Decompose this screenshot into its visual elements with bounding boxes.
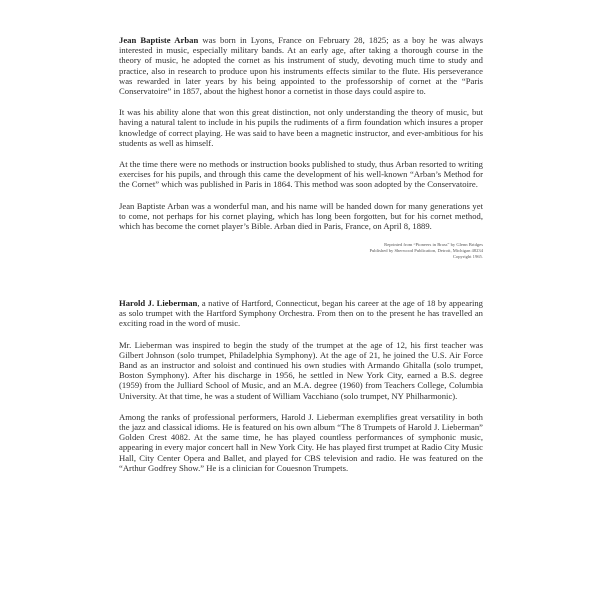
arban-paragraph-3: At the time there were no methods or instruction books published to study, thus Arban resorted to writing exercises for his pupils, and through this came the development of his well-known “Arban’s Method for the Cornet” which was published in Paris in 1864. This method was soon adopted by the Conservatoire.: [119, 159, 483, 190]
lieberman-paragraph-2: Mr. Lieberman was inspired to begin the study of the trumpet at the age of 12, his first teacher was Gilbert Johnson (solo trumpet, Philadelphia Symphony). At the age of 21, he joined the U.S. Air Force Band as an instructor and soloist and continued his own studies with Armando Ghitalla (solo trumpet, Boston Symphony). After his discharge in 1956, he settled in New York City, earned a B.S. degree (1959) from the Julliard School of Music, and an M.A. degree (1960) from Teachers College, Columbia University. At that time, he was a student of William Vacchiano (solo trumpet, NY Philharmonic).: [119, 339, 483, 401]
arban-biography-section: [119, 35, 483, 260]
lieberman-name-lead: Harold J. Lieberman: [119, 298, 198, 308]
lieberman-paragraph-3: Among the ranks of professional performers, Harold J. Lieberman exemplifies great versatility in both the jazz and classical idioms. He is featured on his own album “The 8 Trumpets of Harold J. Lieberman” Golden Crest 4082. At the same time, he has played countless performances of symphonic music, appearing in every major concert hall in New York City. He has played first trumpet at Radio City Music Hall, City Center Opera and Ballet, and played for CBS television and radio. He was featured on the “Arthur Godfrey Show.” He is a clinician for Couesnon Trumpets.: [119, 411, 483, 473]
lieberman-paragraph-1: [119, 298, 483, 329]
arban-paragraph-2: It was his ability alone that won this great distinction, not only understanding the theory of music, but having a natural talent to include in his pupils the rudiments of a firm foundation which insures a proper knowledge of correct playing. He was said to have been a magnetic instructor, and ever-ambitious for his students as well as himself.: [119, 107, 483, 148]
arban-name-lead: Jean Baptiste Arban: [119, 35, 199, 45]
arban-paragraph-1: [119, 35, 483, 96]
arban-paragraph-1-text: was born in Lyons, France on February 28, 1825; as a boy he was always interested in music, especially military bands. At an early age, after taking a thorough course in the theory of music, he adopted the cornet as his instrument of study, devoting much time to study and practice, also in research to produce upon his instruments effects similar to the flute. His perseverance was rewarded in later years by his being appointed to the professorship of cornet at the “Paris Conservatoire” in 1857, about the highest honor a cornetist in those days could aspire to.: [119, 35, 483, 97]
arban-paragraph-4: Jean Baptiste Arban was a wonderful man, and his name will be handed down for many generations yet to come, not perhaps for his cornet playing, which has long been forgotten, but for his cornet method, which has become the cornet player’s Bible. Arban died in Paris, France, on April 8, 1889.: [119, 200, 483, 232]
credit-line-1: Reprinted from “Pioneers in Brass” by Glenn Bridges: [384, 242, 483, 248]
credit-line-3: Copyright 1965.: [452, 254, 483, 260]
lieberman-paragraph-1-text: , a native of Hartford, Connecticut, began his career at the age of 18 by appearing as solo trumpet with the Hartford Symphony Orchestra. From then on to the present he has travelled an exciting road in the word of music.: [119, 298, 483, 329]
credit-line-2: Published by Sherwood Publication, Detroit, Michigan 48234: [369, 248, 483, 254]
lieberman-biography-section: [119, 298, 483, 484]
reprint-credit: [119, 242, 483, 260]
